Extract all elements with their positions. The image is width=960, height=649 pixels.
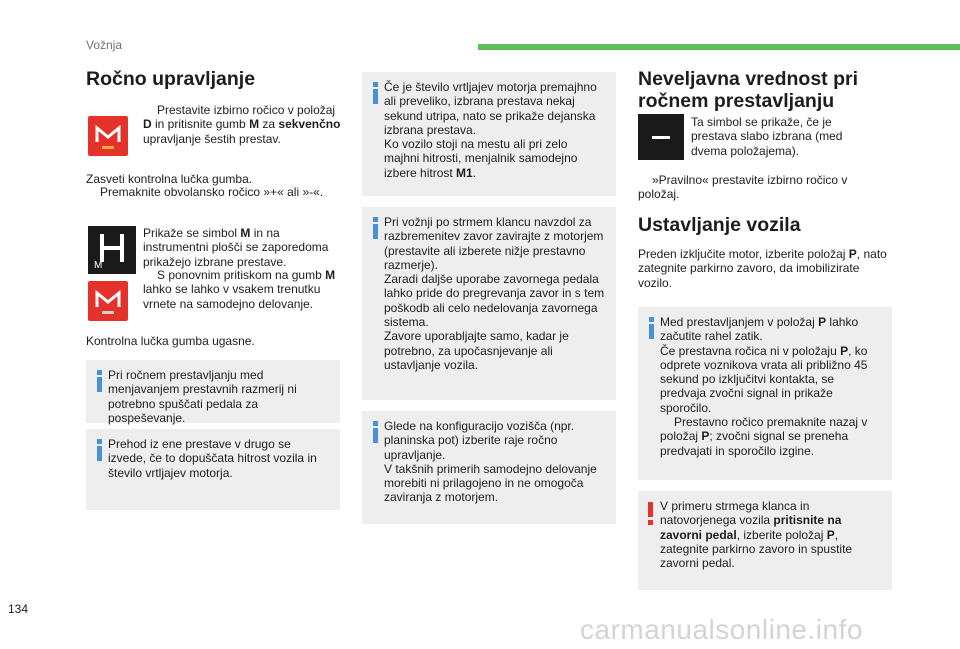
section-title-invalid: Neveljavna vrednost pri ročnem prestavljanju — [638, 68, 859, 112]
lamp-off-text: Kontrolna lučka gumba ugasne. — [86, 334, 255, 348]
section-title-stop: Ustavljanje vozila — [638, 214, 801, 236]
info-box-4-text: Pri vožnji po strmem klancu navzdol za razbremenitev zavor zavirajte z motorjem (prestavite ali izberete nižje prestavno razmerje). Zaradi daljše uporabe zavornega pedala lahko pride do pregrevanja zavor in s tem poškodb ali celo nedelovanja zavornega sistema. Zavore uporabljajte samo, kadar je potrebno, za upočasnjevanje ali ustavljanje vozila. — [384, 215, 605, 372]
section-title-manual: Ročno upravljanje — [86, 68, 256, 90]
info-icon — [370, 421, 382, 445]
lamp-on-text: Zasveti kontrolna lučka gumba. — [86, 172, 253, 186]
info-box-1 — [86, 360, 340, 423]
manual-mode-button-icon — [88, 116, 128, 156]
watermark: carmanualsonline.info — [580, 614, 863, 645]
warning-box — [638, 491, 892, 590]
warning-icon — [648, 502, 654, 526]
info-icon — [646, 317, 658, 341]
info-box-6-text: Med prestavljanjem v položaj P lahko začutite rahel zatik. Če prestavna ročica ni v položaju P, ko odprete voznikova vrata ali približno 45 sekund po izklјučitvi kontakta, se predvaja zvočni signal in prikaže sporočilo. Prestavno ročico premaknite nazaj v položaj P; zvočni signal se preneha predvajati in sporočilo izgine. — [660, 315, 868, 458]
header-accent-bar — [478, 44, 960, 50]
header-section-label: Vožnja — [86, 38, 123, 52]
info-box-5 — [362, 411, 616, 524]
invalid-symbol-text: Ta simbol se prikaže, če je prestava slabo izbrana (med dvema položajema). — [691, 115, 843, 158]
invalid-gear-icon — [638, 114, 684, 160]
svg-text:M: M — [94, 260, 103, 271]
info-icon — [94, 439, 106, 463]
info-box-4 — [362, 207, 616, 400]
step-paddle: Premaknite obvolansko ročico »+« ali »-«. — [100, 185, 324, 199]
step-correct-position: »Pravilno« prestavite izbirno ročico v položaj. — [638, 173, 848, 202]
info-box-2-text: Prehod iz ene prestave v drugo se izvede, če to dopuščata hitrost vozila in število vrtljajev motorja. — [108, 437, 317, 480]
step-return-auto: S ponovnim pritiskom na gumb M lahko se lahko v vsakem trenutku vrnete na samodejno delovanje. — [143, 268, 336, 311]
page-number: 134 — [8, 602, 29, 616]
warning-box-text: V primeru strmega klanca in natovorjenega vozila pritisnite na zavorni pedal, izberite položaj P, zategnite parkirno zavoro in spustite zavorni pedal. — [660, 499, 853, 571]
info-box-1-text: Pri ročnem prestavljanju med menjavanjem prestavnih razmerij ni potrebno spuščati pedala za pospeševanje. — [108, 368, 297, 425]
info-box-3 — [362, 72, 616, 196]
display-symbol-text: Prikaže se simbol M in na instrumentni plošči se zaporedoma prikažejo izbrane prestave. — [143, 226, 329, 269]
info-box-5-text: Glede na konfiguracijo vozišča (npr. planinska pot) izberite raje ročno upravljanje. V takšnih primerih samodejno delovanje morebiti ni prilagojeno in ne omogoča zaviranja z motorjem. — [384, 419, 597, 505]
info-icon — [370, 82, 382, 106]
manual-mode-button-active-icon — [88, 281, 128, 321]
step-select-manual: Prestavite izbirno ročico v položaj D in pritisnite gumb M za sekvenčno upravljanje šestih prestav. — [143, 103, 341, 146]
info-box-2 — [86, 429, 340, 510]
stop-text: Preden izklјučite motor, izberite položaj P, nato zategnite parkirno zavoro, da imobilizirate vozilo. — [638, 247, 887, 290]
info-icon — [94, 370, 106, 394]
info-box-3-text: Če je število vrtljajev motorja premajhno ali preveliko, izbrana prestava nekaj sekund utripa, nato se prikaže dejanska izbrana prestava. Ko vozilo stoji na mestu ali pri zelo majhni hitrosti, menjalnik samodejno izbere hitrost M1. — [384, 80, 597, 180]
info-icon — [370, 217, 382, 241]
gear-display-m-icon — [88, 226, 136, 274]
info-box-6 — [638, 307, 892, 480]
